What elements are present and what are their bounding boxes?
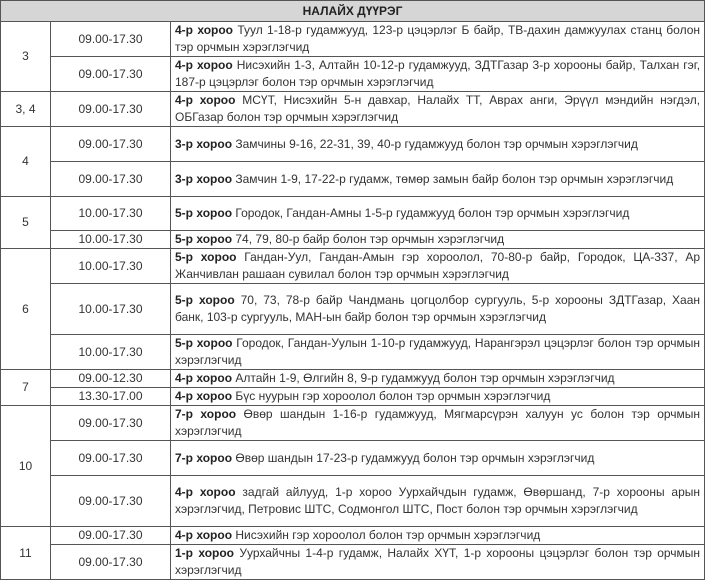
time-range-cell: 09.00-17.30 [51,162,171,197]
khoroo-label: 5-р хороо [175,250,237,264]
area-description-text: Өвөр шандын 17-23-р гудамжууд болон тэр орчмын хэрэглэгчид [235,450,595,465]
area-description-cell [171,284,705,335]
table-row [1,335,705,370]
area-description-cell [171,545,705,580]
table-row [1,406,705,441]
table-row [1,162,705,197]
area-description-text: Туул 1-18-р гудамжууд, 123-р цэцэрлэг Б байр, ТВ-дахин дамжуулах станц болон тэр орчмын хэрэглэгчид [175,23,701,54]
area-description-text: Алтайн 1-9, Өлгийн 8, 9-р гудамжууд болон тэр орчмын хэрэглэгчид [235,371,615,385]
table-row [1,22,705,57]
table-row [1,545,705,580]
area-description-text: Бүс нуурын гэр хороолол болон тэр орчмын хэрэглэгчид [235,389,551,403]
time-range-cell: 09.00-12.30 [51,370,171,388]
table-row [1,370,705,388]
time-range-cell: 10.00-17.30 [51,231,171,249]
table-header-row [1,1,705,22]
time-range-cell: 10.00-17.30 [51,335,171,370]
area-description-cell [171,370,705,388]
khoroo-label: 4-р хороо [175,389,233,403]
district-number-cell: 6 [1,249,51,370]
time-range-cell: 09.00-17.30 [51,527,171,545]
table-row [1,388,705,406]
area-description-cell [171,127,705,162]
table-row [1,127,705,162]
khoroo-label: 3-р хороо [175,136,233,151]
time-range-cell: 13.30-17.00 [51,388,171,406]
khoroo-label: 5-р хороо [175,293,235,307]
time-range-cell: 10.00-17.30 [51,197,171,231]
table-row [1,441,705,476]
khoroo-label: 1-р хороо [175,546,235,560]
table-row [1,92,705,127]
khoroo-label: 4-р хороо [175,58,233,72]
khoroo-label: 4-р хороо [175,485,236,499]
khoroo-label: 4-р хороо [175,93,236,107]
khoroo-label: 5-р хороо [175,336,233,350]
district-number-cell: 3 [1,22,51,92]
district-number-cell: 4 [1,127,51,197]
time-range-cell: 09.00-17.30 [51,406,171,441]
table-row [1,476,705,527]
khoroo-label: 7-р хороо [175,450,233,465]
area-description-text: Городок, Гандан-Амны 1-5-р гудамжууд болон тэр орчмын хэрэглэгчид [235,206,630,220]
time-range-cell: 10.00-17.30 [51,284,171,335]
area-description-cell [171,231,705,249]
area-description-text: 74, 79, 80-р байр болон тэр орчмын хэрэглэгчид [235,232,505,246]
area-description-cell [171,162,705,197]
time-range-cell: 09.00-17.30 [51,476,171,527]
time-range-cell: 09.00-17.30 [51,441,171,476]
khoroo-label: 3-р хороо [175,171,233,186]
time-range-cell: 09.00-17.30 [51,92,171,127]
time-range-cell: 10.00-17.30 [51,249,171,284]
area-description-cell [171,406,705,441]
area-description-cell [171,22,705,57]
district-number-cell: 5 [1,197,51,249]
time-range-cell: 09.00-17.30 [51,127,171,162]
district-number-cell: 3, 4 [1,92,51,127]
area-description-text: МСҮТ, Нисэхийн 5-н давхар, Налайх ТТ, Аврах анги, Эрүүл мэндийн нэгдэл, ОБГазар болон тэр орчмын хэрэглэгчид [175,93,701,124]
area-description-cell [171,388,705,406]
time-range-cell: 09.00-17.30 [51,22,171,57]
area-description-text: Өвөр шандын 1-16-р гудамжууд, Мягмарсүрэн халуун ус болон тэр орчмын хэрэглэгчид [175,407,701,438]
khoroo-label: 5-р хороо [175,232,233,246]
area-description-cell [171,92,705,127]
table-row [1,57,705,92]
time-range-cell: 09.00-17.30 [51,545,171,580]
table-title: НАЛАЙХ ДҮҮРЭГ [1,1,705,22]
khoroo-label: 4-р хороо [175,23,234,37]
area-description-cell [171,57,705,92]
area-description-cell [171,249,705,284]
table-row [1,231,705,249]
area-description-text: 70, 73, 78-р байр Чандмань цогцолбор сургууль, 5-р хорооны ЗДТГазар, Хаан банк, 103-р сургууль, МАН-ын байр болон тэр орчмын хэрэглэгчид [175,293,701,324]
area-description-text: Нисэхийн гэр хороолол болон тэр орчмын хэрэглэгчид [235,528,541,542]
district-number-cell: 7 [1,370,51,406]
district-number-cell: 10 [1,406,51,527]
khoroo-label: 5-р хороо [175,206,233,220]
table-row [1,527,705,545]
area-description-cell [171,527,705,545]
district-number-cell: 11 [1,527,51,580]
area-description-text: Гандан-Уул, Гандан-Амын гэр хороолол, 70-80-р байр, Городок, ЦА-337, Ар Жанчивлан рашаан сувилал болон тэр орчмын хэрэглэгчид [175,250,701,281]
khoroo-label: 7-р хороо [175,407,237,421]
area-description-cell [171,476,705,527]
table-row [1,249,705,284]
area-description-cell [171,335,705,370]
area-description-cell [171,197,705,231]
table-row [1,284,705,335]
area-description-text: задгай айлууд, 1-р хороо Уурхайчдын гудамж, Өвөршанд, 7-р хорооны арын хэрэглэгчид, Петровис ШТС, Содмонгол ШТС, Пост болон тэр орчмын хэрэглэгчид [175,485,701,516]
khoroo-label: 4-р хороо [175,371,233,385]
table-body [1,22,705,580]
area-description-cell [171,441,705,476]
time-range-cell: 09.00-17.30 [51,57,171,92]
area-description-text: Замчины 9-16, 22-31, 39, 40-р гудамжууд болон тэр орчмын хэрэглэгчид [235,136,638,151]
table-row [1,197,705,231]
area-description-text: Замчин 1-9, 17-22-р гудамж, төмөр замын байр болон тэр орчмын хэрэглэгчид [235,171,674,186]
area-description-text: Уурхайчны 1-4-р гудамж, Налайх ХҮТ, 1-р хорооны цэцэрлэг болон тэр орчмын хэрэглэгчид [175,546,701,577]
area-description-text: Городок, Гандан-Уулын 1-10-р гудамжууд, Нарангэрэл цэцэрлэг болон тэр орчмын хэрэглэгчид [175,336,701,367]
khoroo-label: 4-р хороо [175,528,233,542]
area-description-text: Нисэхийн 1-3, Алтайн 10-12-р гудамжууд, ЗДТГазар 3-р хорооны байр, Талхан гэг, 187-р цэцэрлэг болон тэр орчмын хэрэглэгчид [175,58,701,89]
